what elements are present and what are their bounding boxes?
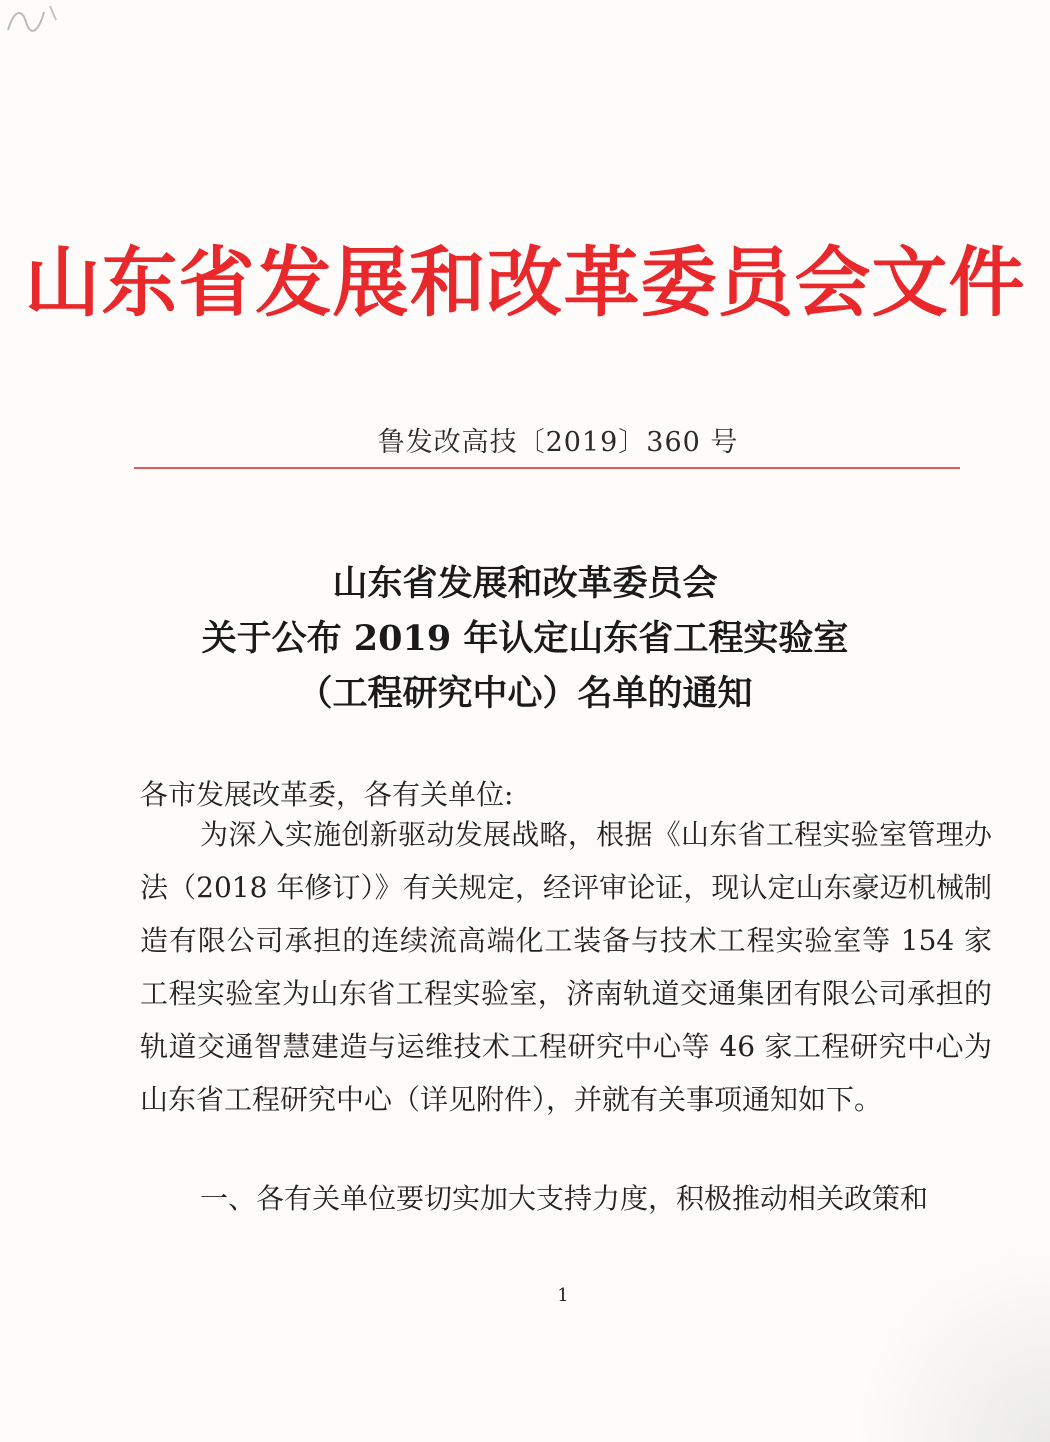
- body-paragraph-1: 为深入实施创新驱动发展战略，根据《山东省工程实验室管理办法（2018 年修订）》有关规定，经评审论证，现认定山东豪迈机械制造有限公司承担的连续流高端化工装备与技术工程实验室等 154 家工程实验室为山东省工程实验室，济南轨道交通集团有限公司承担的轨道交通智慧建造与运维技术工程研究中心等 46 家工程研究中心为山东省工程研究中心（详见附件），并就有关事项通知如下。: [140, 818, 992, 1116]
- notice-title-line-3: （工程研究中心）名单的通知: [297, 673, 753, 714]
- notice-title-line-1: 山东省发展和改革委员会: [332, 563, 718, 604]
- handwritten-mark: [0, 0, 90, 40]
- body-paragraph-2: 一、各有关单位要切实加大支持力度，积极推动相关政策和: [200, 1182, 929, 1215]
- document-number: 鲁发改高技〔2019〕360 号: [377, 427, 739, 458]
- notice-title: [0, 556, 1050, 721]
- salutation: 各市发展改革委，各有关单位:: [140, 778, 514, 811]
- paper-shadow: [850, 1242, 1050, 1442]
- red-divider-line: [134, 467, 960, 469]
- issuing-authority-title: 山东省发展和改革委员会文件: [24, 238, 1026, 327]
- page-number: 1: [557, 1285, 569, 1306]
- notice-title-line-2: 关于公布 2019 年认定山东省工程实验室: [201, 618, 849, 659]
